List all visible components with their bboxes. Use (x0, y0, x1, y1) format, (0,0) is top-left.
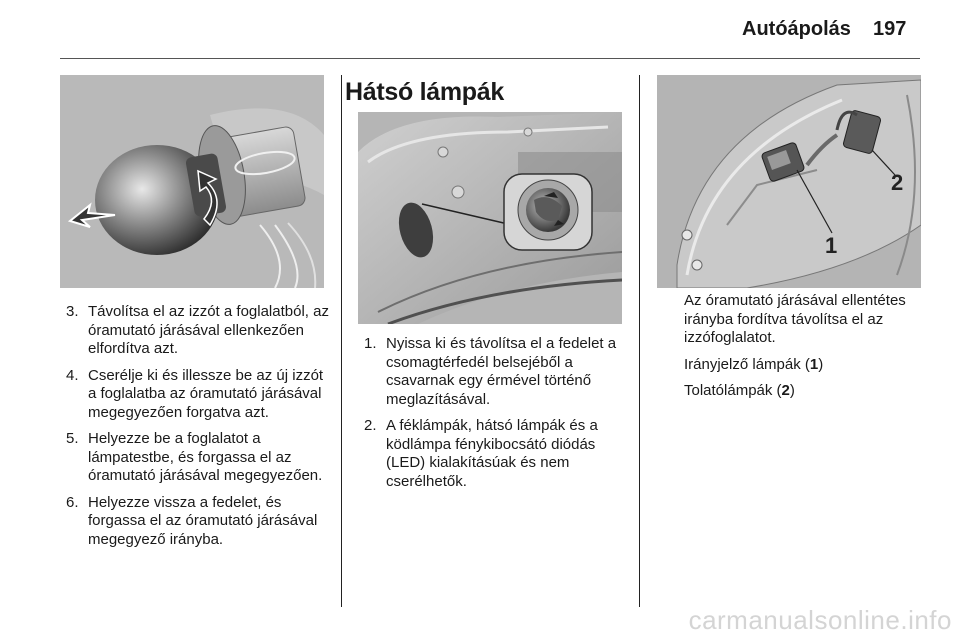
page-number: 197 (873, 18, 907, 40)
legend-item-1: Irányjelző lámpák (1) (684, 355, 824, 373)
list-item (62, 367, 332, 423)
step-number: 1. (364, 335, 377, 352)
bulb-replacement-steps (62, 303, 332, 557)
step-number: 6. (66, 493, 79, 511)
watermark: carmanualsonline.info (688, 605, 952, 635)
section-title: Hátsó lámpák (345, 78, 504, 106)
step-text: Távolítsa el az izzót a foglalatból, az óramutató járásával ellenkezően elfordítva azt. (88, 303, 329, 357)
column-divider-1 (341, 75, 342, 607)
list-item (360, 417, 625, 491)
list-item (62, 303, 332, 359)
bulb-removal-illustration (60, 75, 324, 288)
instruction-text: Az óramutató járásával ellentétes irányba fordítva távolítsa el az izzófoglalatot. (684, 292, 906, 346)
tailgate-cover-illustration (358, 112, 622, 324)
step-text: Cserélje ki és illessze be az új izzót a foglalatba az óramutató járásával megegyezően forgatva azt. (88, 366, 324, 421)
legend-item-2: Tolatólámpák (2) (684, 382, 795, 399)
step-text: Helyezze be a foglalatot a lámpatestbe, és forgassa el az óramutató járásával megegyezően. (88, 430, 323, 484)
step-number: 5. (66, 430, 79, 447)
header-divider (60, 58, 920, 59)
column-divider-2 (639, 75, 640, 607)
step-text: Helyezze vissza a fedelet, és forgassa el az óramutató járásával megegyező irányba. (88, 493, 318, 548)
rear-lamp-steps (360, 335, 625, 499)
list-item (62, 494, 332, 550)
list-item (360, 335, 625, 409)
step-number: 2. (364, 417, 377, 434)
step-text: A féklámpák, hátsó lámpák és a ködlámpa fénykibocsátó diódás (LED) kialakításúak és nem cserélhetők. (386, 417, 598, 490)
callout-2: 2 (891, 170, 904, 195)
step-number: 3. (66, 303, 79, 320)
lamp-socket-illustration (657, 75, 921, 288)
step-text: Nyissa ki és távolítsa el a fedelet a csomagtérfedél belsejéből a csavarnak egy érmével történő meglazításával. (386, 335, 617, 408)
list-item (62, 430, 332, 486)
page-header-title: Autóápolás (742, 18, 851, 40)
lamp-socket-text (684, 292, 934, 409)
step-number: 4. (66, 366, 79, 384)
callout-1: 1 (825, 233, 838, 258)
